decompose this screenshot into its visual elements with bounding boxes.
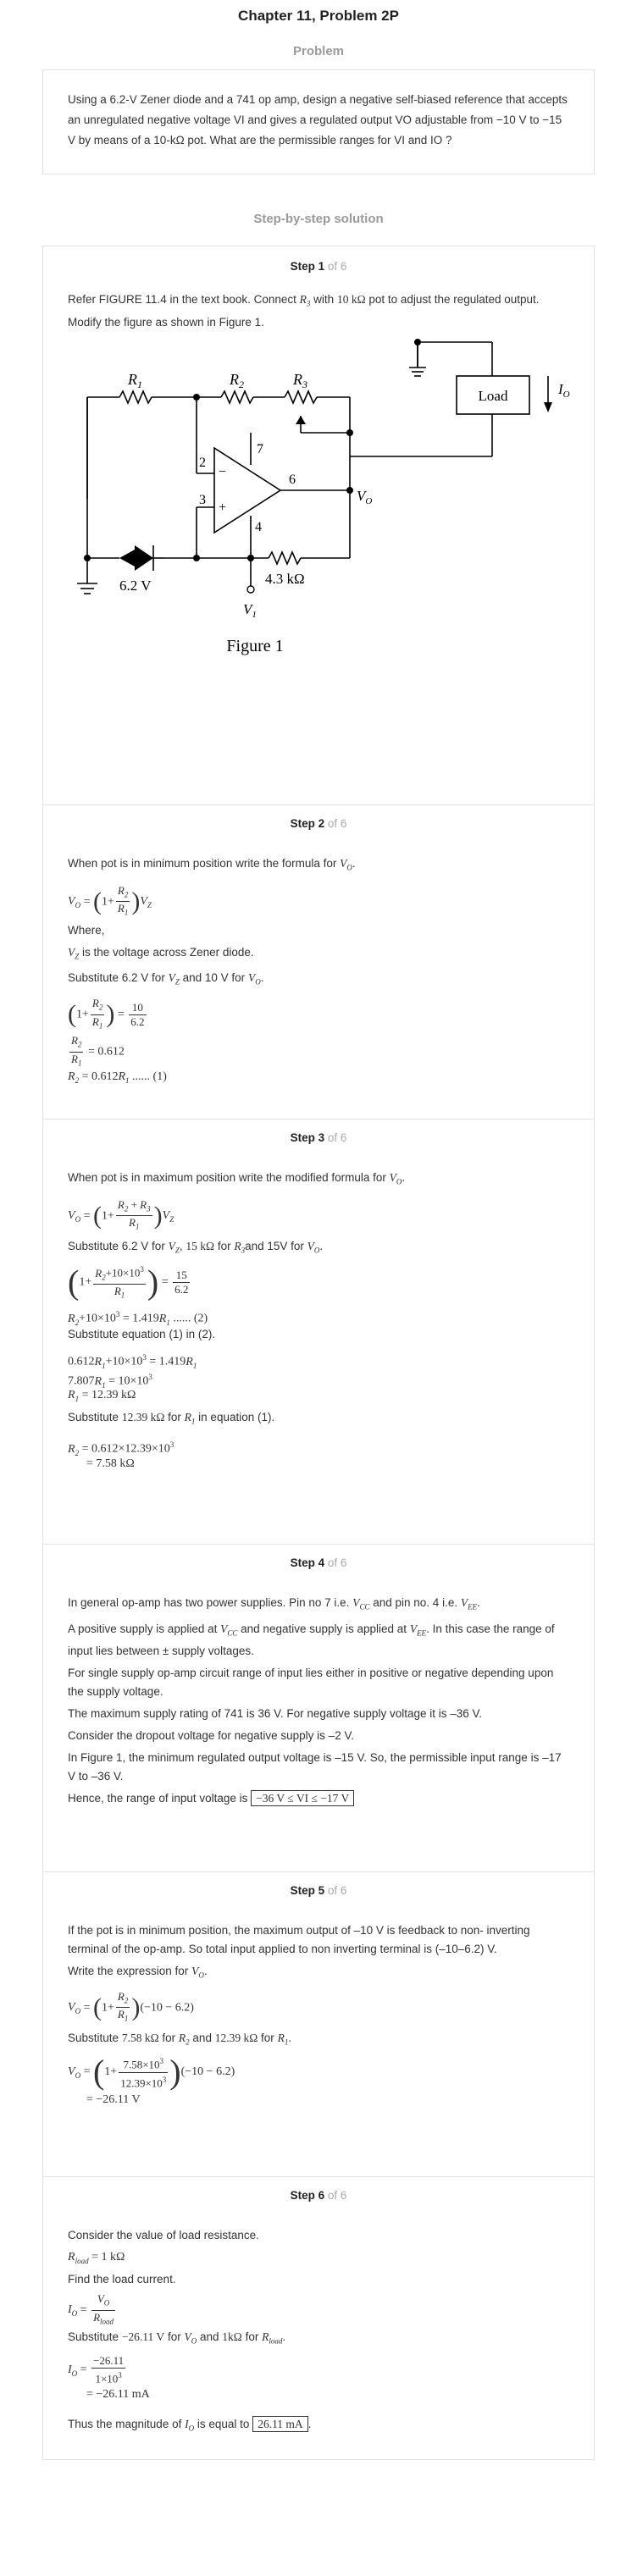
p7: Hence, the range of input voltage is −36 V ≤ VI ≤ −17 V	[68, 1789, 569, 1808]
where-label: Where,	[68, 923, 105, 937]
step-number: Step 1	[290, 260, 325, 273]
step-number: Step 6	[290, 2189, 325, 2202]
vi-label: $V_1$	[243, 601, 257, 620]
pin6-label: 6	[289, 473, 296, 487]
formula-vo-max: $V_O = (1+$ $\frac{R_2 + R_3}{R_1}$ )$V_Z$	[68, 1197, 174, 1231]
figure-caption: Figure 1	[226, 637, 284, 655]
r1-label: $R_1$	[128, 371, 142, 390]
vz-desc: $V_Z$ is the voltage across Zener diode.	[68, 945, 254, 961]
step-header: Step 2 of 6	[290, 817, 347, 830]
p4: Thus the magnitude of $I_O$ is equal to 26.11 mA .	[68, 2417, 312, 2433]
p5: Consider the dropout voltage for negative supply is –2 V.	[68, 1729, 354, 1743]
eq-r2: $R_2 = 0.612R_1$ ...... (1)	[68, 1070, 167, 1085]
answer-box: −36 V ≤ VI ≤ −17 V	[251, 1790, 354, 1806]
eq-r2b: = 7.58 kΩ	[86, 1457, 135, 1471]
eq-max: (1+ $\frac{R_2+10\times 10^3}{R_1}$ ) = $\frac{15}{6.2}$	[68, 1263, 189, 1302]
step-4	[43, 1545, 594, 1872]
formula-vo: $V_O = (1+$ $\frac{R_2}{R_1}$ )$V_Z$	[68, 883, 152, 917]
pin2-label: 2	[199, 456, 206, 470]
step-header: Step 4 of 6	[290, 1556, 347, 1569]
step-6	[43, 2177, 594, 2459]
zener-label: 6.2 V	[119, 578, 152, 594]
answer-box: 26.11 mA	[252, 2416, 308, 2432]
problem-card	[42, 69, 595, 174]
p2: A positive supply is applied at $V_{CC}$ and negative supply is applied at $V_{EE}$. In this case the range of input lies between ± supply voltages.	[68, 1622, 555, 1658]
plus-label: +	[219, 500, 227, 515]
subst-eq: Substitute equation (1) in (2).	[68, 1328, 216, 1341]
step-number: Step 4	[290, 1556, 325, 1569]
step-number: Step 5	[290, 1884, 325, 1897]
load-label: Load	[478, 388, 508, 404]
eq-m2: $7.807R_1 = 10\times 10^3$	[68, 1373, 152, 1390]
step-3	[43, 1119, 594, 1545]
subst-text: Substitute 6.2 V for $V_Z$, 15 kΩ for $R_3and$ 15V for $V_O$.	[68, 1239, 324, 1255]
solution-card	[42, 246, 595, 2460]
pin4-label: 4	[255, 520, 262, 534]
circuit-diagram	[77, 338, 619, 753]
subst2-text: Substitute 12.39 kΩ for $R_1$ in equation (1).	[68, 1411, 275, 1427]
step-text: When pot is in maximum position write the modified formula for $V_O$.	[68, 1171, 406, 1186]
io-formula: $I_O$ = $\frac{V_O}{R_{load}}$	[68, 2292, 114, 2326]
step-number: Step 3	[290, 1131, 325, 1144]
problem-label: Problem	[292, 44, 344, 58]
step-text: When pot is in minimum position write the formula for $V_O$.	[68, 857, 356, 872]
step-of-total: of 6	[327, 260, 347, 273]
io-result: = −26.11 mA	[86, 2387, 150, 2401]
minus-label: −	[219, 465, 227, 479]
eq-sub: $V_O = (1+$ $\frac{7.58\times 10^3}{12.39\times 10^3}$ )(−10 − 6.2)	[68, 2053, 235, 2092]
solution-label: Step-by-step solution	[253, 212, 384, 226]
vo-label: $V_O$	[357, 488, 373, 506]
p3: Substitute −26.11 V for $V_O$ and 1kΩ for $R_{load}$.	[68, 2330, 286, 2346]
r3-label: $R_3$	[293, 371, 307, 390]
step-number: Step 2	[290, 817, 325, 830]
step-header: Step 3 of 6	[290, 1131, 347, 1144]
subst-text: Substitute 7.58 kΩ for $R_2$ and 12.39 kΩ for $R_1$.	[68, 2031, 292, 2047]
rload-eq: $R_{load} = 1$ kΩ	[68, 2251, 125, 2265]
step-1	[43, 246, 594, 805]
step-text: Refer FIGURE 11.4 in the text book. Connect $R_3$ with 10 kΩ pot to adjust the regulated output. Modify the figure as shown in Figure 1.	[68, 293, 540, 329]
r2-label: $R_2$	[230, 371, 244, 390]
eq-result: = −26.11 V	[86, 2093, 141, 2107]
p6: In Figure 1, the minimum regulated output voltage is –15 V. So, the permissible input range is –17 V to –36 V.	[68, 1751, 562, 1783]
eq-m3: $R_1 = 12.39$ kΩ	[68, 1389, 136, 1404]
p3: For single supply op-amp circuit range of input lies either in positive or negative depending upon the supply voltage.	[68, 1667, 554, 1699]
res43-label: 4.3 kΩ	[265, 571, 305, 587]
step-header: Step 5 of 6	[290, 1884, 347, 1897]
subst-text: Substitute 6.2 V for $V_Z$ and 10 V for $V_O$.	[68, 971, 264, 987]
p1: Consider the value of load resistance.	[68, 2229, 259, 2242]
page-title: Chapter 11, Problem 2P	[238, 8, 399, 24]
eq-ratio: (1+ $\frac{R_2}{R_1}$ ) = $\frac{10}{6.2}$	[68, 997, 145, 1031]
p2: Find the load current.	[68, 2273, 176, 2286]
step-5	[43, 1872, 594, 2177]
step-header: Step 6 of 6	[290, 2189, 347, 2202]
io-label: $I_O$	[558, 381, 570, 400]
pin3-label: 3	[199, 493, 206, 507]
p1: If the pot is in minimum position, the maximum output of –10 V is feedback to non- inverting terminal of the op-amp. So total input applied to non inverting terminal is (–10–6.2) V.	[68, 1924, 530, 1955]
step-2	[43, 805, 594, 1119]
eq-2: $R_2+10\times 10^3 = 1.419R_1$ ...... (2)	[68, 1310, 208, 1327]
io-sub: $I_O$ = $\frac{-26.11}{1\times 10^3}$	[68, 2353, 125, 2385]
eq-r2a: $R_2 = 0.612\times 12.39\times 10^3$	[68, 1440, 174, 1457]
p1: In general op-amp has two power supplies. Pin no 7 i.e. $V_{CC}$ and pin no. 4 i.e. $V_{EE}$.	[68, 1596, 480, 1611]
eq-m1: $0.612R_1+10\times 10^3 = 1.419R_1$	[68, 1353, 197, 1370]
pin7-label: 7	[257, 442, 263, 456]
p4: The maximum supply rating of 741 is 36 V. For negative supply voltage it is –36 V.	[68, 1707, 483, 1721]
eq-ratio-value: $\frac{R_2}{R_1}$ = 0.612	[71, 1034, 125, 1068]
p2: Write the expression for $V_O$.	[68, 1965, 208, 1980]
formula: $V_O = (1+$ $\frac{R_2}{R_1}$ )(−10 − 6.2)	[68, 1989, 194, 2023]
problem-text: Using a 6.2-V Zener diode and a 741 op amp, design a negative self-biased reference that accepts an unregulated negative voltage VI and gives a regulated output VO adjustable from −10 V to −15 V by means of a 10-kΩ pot. What are the permissible ranges for VI and IO ?	[68, 93, 568, 146]
step-header	[68, 246, 569, 287]
